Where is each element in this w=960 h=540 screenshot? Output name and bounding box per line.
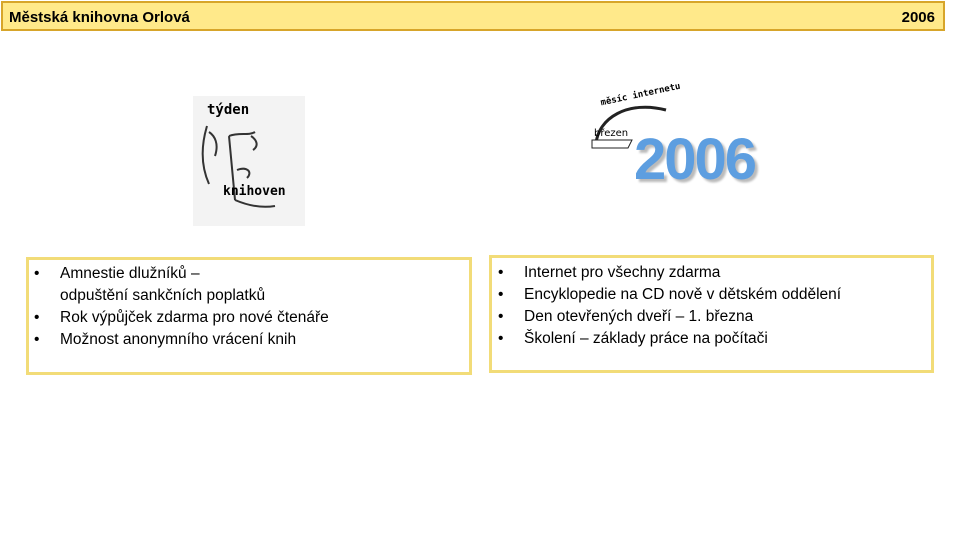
logo-arc-text: měsíc internetu — [599, 81, 682, 109]
list-item-text: Den otevřených dveří – 1. března — [524, 308, 754, 325]
list-item-text: Možnost anonymního vrácení knih — [60, 331, 297, 348]
list-item-text: Amnestie dlužníků – — [60, 265, 200, 282]
list-item — [34, 329, 329, 351]
face-drawing-icon — [193, 96, 305, 226]
library-week-list — [34, 263, 329, 351]
bullet: • — [498, 330, 504, 347]
logo-word-top: týden — [207, 102, 250, 118]
internet-month-list — [498, 262, 841, 350]
bullet: • — [498, 286, 504, 303]
library-name: Městská knihovna Orlová — [9, 9, 190, 26]
library-week-box — [26, 257, 472, 375]
bullet: • — [498, 264, 504, 281]
bullet: • — [498, 308, 504, 325]
list-item — [498, 262, 841, 284]
list-item — [498, 306, 841, 328]
list-item-text: Rok výpůjček zdarma pro nové čtenáře — [60, 309, 329, 326]
list-item — [34, 307, 329, 329]
header-year: 2006 — [901, 9, 935, 26]
list-item-text: Encyklopedie na CD nově v dětském oddělení — [524, 286, 842, 303]
bullet: • — [34, 265, 40, 282]
list-item — [498, 328, 841, 350]
list-item-text-continued: odpuštění sankčních poplatků — [60, 287, 266, 304]
bullet: • — [34, 331, 40, 348]
library-week-logo — [193, 96, 305, 226]
logo-year: 2006 — [634, 127, 756, 192]
internet-month-box — [489, 255, 934, 373]
internet-month-logo — [588, 81, 803, 200]
logo-word-bottom: knihoven — [223, 184, 286, 199]
bullet: • — [34, 309, 40, 326]
title-bar — [1, 1, 945, 31]
list-item-text: Internet pro všechny zdarma — [524, 264, 721, 281]
logo-month: březen — [594, 128, 629, 139]
list-item — [34, 263, 329, 307]
list-item — [498, 284, 841, 306]
list-item-text: Školení – základy práce na počítači — [524, 330, 768, 347]
